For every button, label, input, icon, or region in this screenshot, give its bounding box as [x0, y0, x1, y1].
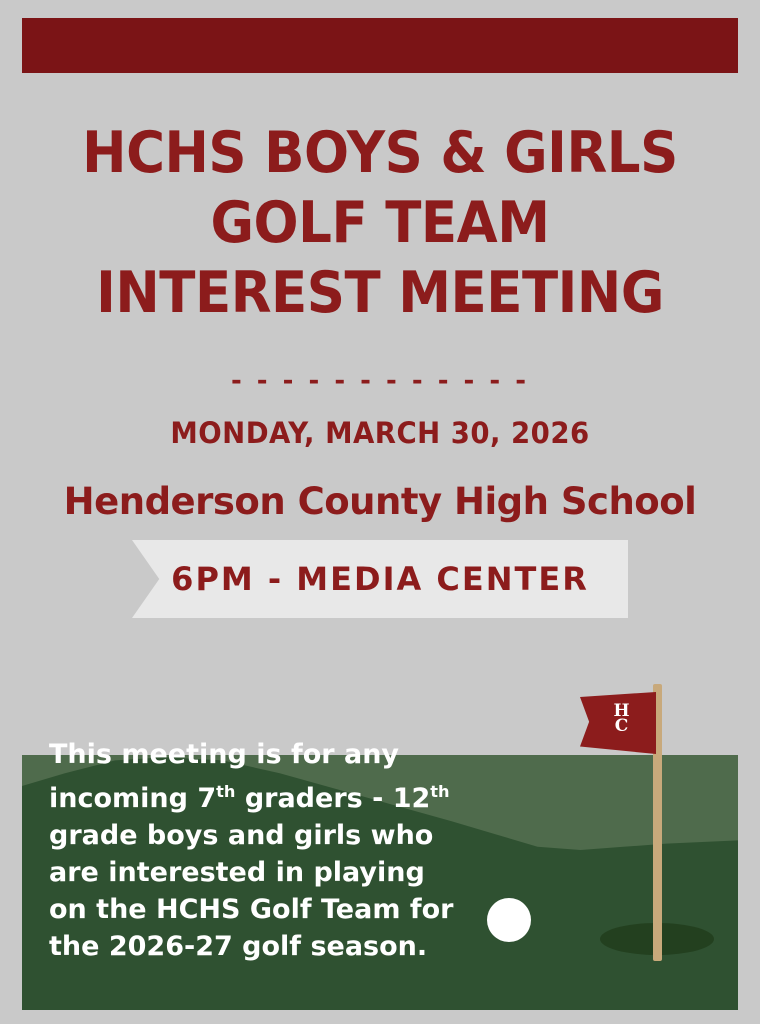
headline-line-1: HCHS BOYS & GIRLS: [82, 120, 678, 186]
body-part-1: This meeting is for any incoming 7: [49, 739, 400, 814]
flag-monogram-c: C: [614, 716, 628, 736]
body-paragraph: [49, 736, 469, 965]
headline-line-2: GOLF TEAM: [210, 190, 550, 256]
school-name: Henderson County High School: [63, 480, 697, 523]
page-title: [47, 118, 713, 328]
golf-ball-icon: [487, 898, 531, 942]
body-sup-1: th: [216, 782, 236, 801]
event-date: MONDAY, MARCH 30, 2026: [170, 416, 590, 450]
headline-line-3: INTEREST MEETING: [96, 260, 664, 326]
flag-monogram: [598, 701, 644, 736]
poster-frame: [22, 18, 738, 1010]
body-part-2: graders - 12: [235, 783, 431, 814]
flag-monogram-h: H: [613, 701, 629, 721]
body-sup-2: th: [430, 782, 450, 801]
body-part-3: grade boys and girls who are interested in playing on the HCHS Golf Team for the 2026-27 golf season.: [49, 820, 454, 962]
top-accent-bar: [22, 18, 738, 73]
ribbon-banner-text: 6PM - MEDIA CENTER: [171, 560, 589, 598]
dashed-divider: - - - - - - - - - - - -: [230, 366, 530, 396]
